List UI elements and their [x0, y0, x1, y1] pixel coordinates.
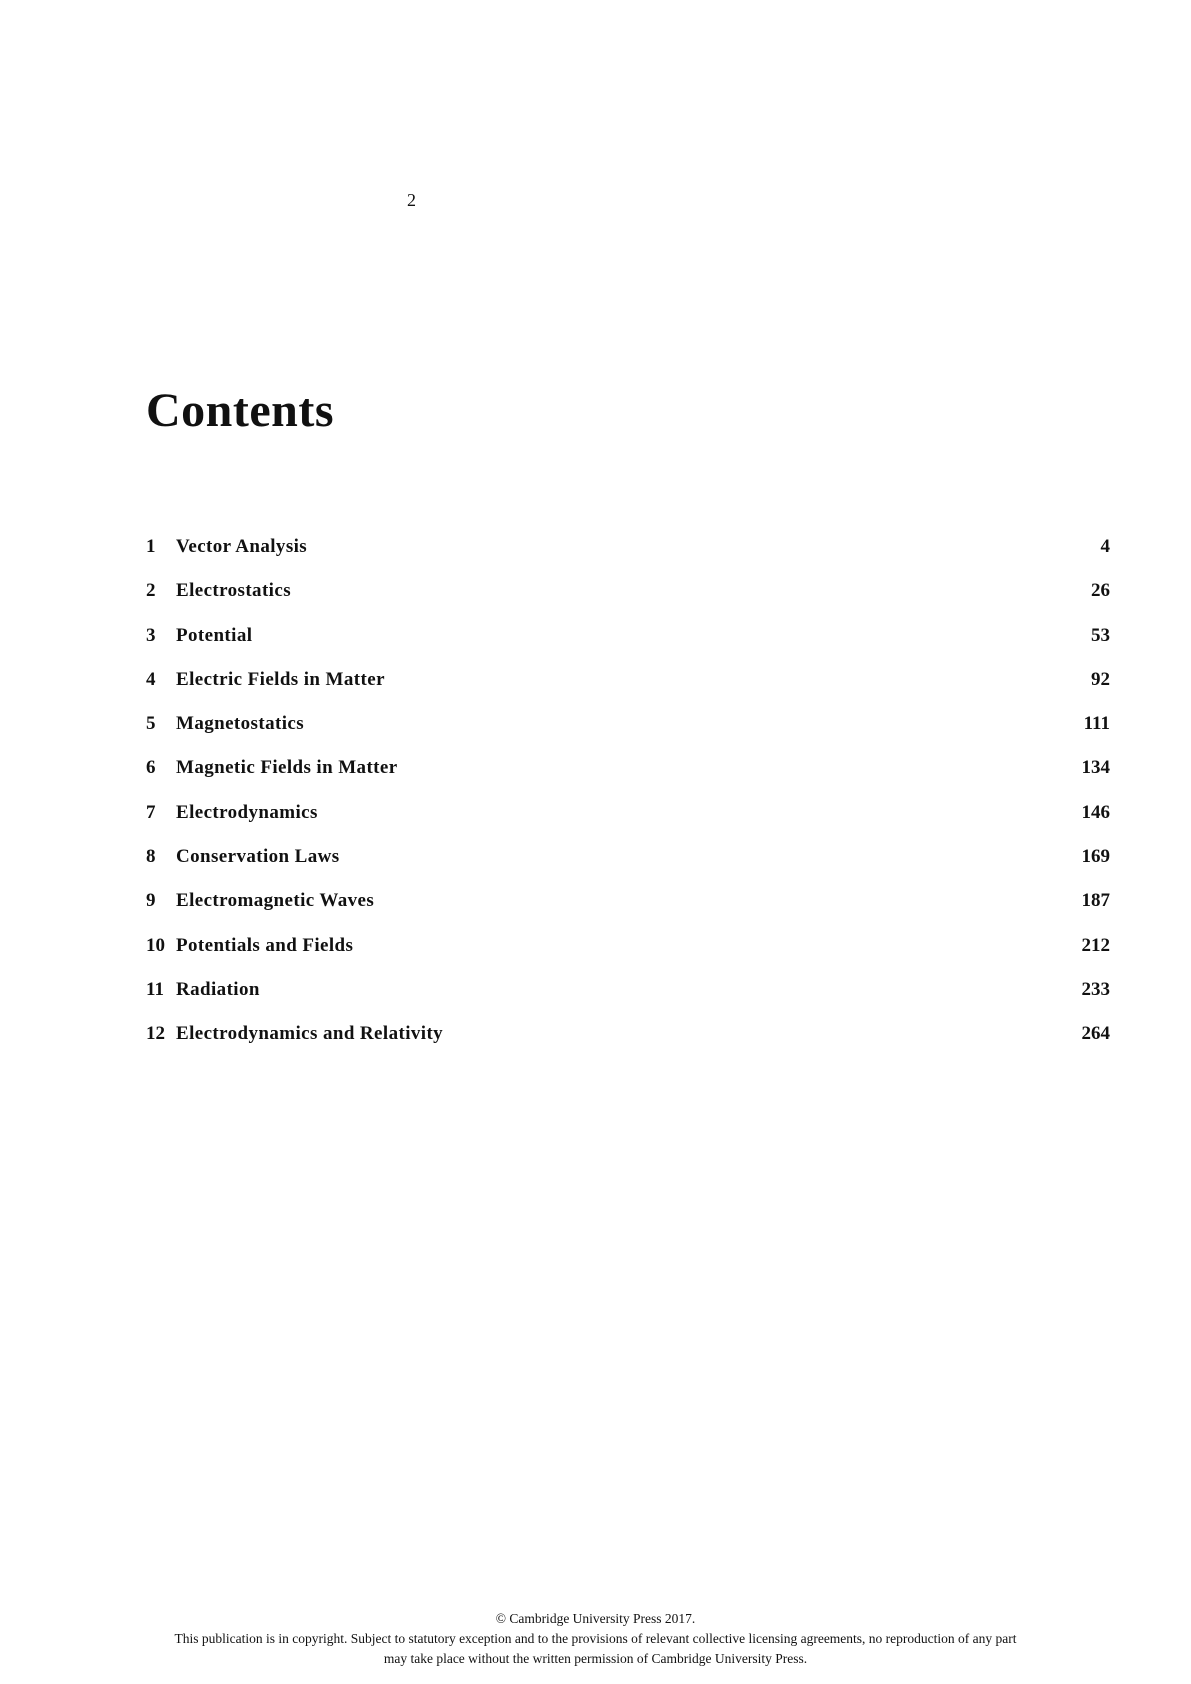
chapter-title: Magnetic Fields in Matter [176, 757, 398, 779]
chapter-number: 2 [146, 580, 156, 602]
chapter-page: 53 [1091, 624, 1110, 646]
chapter-title: Vector Analysis [176, 536, 308, 557]
chapter-number: 8 [146, 846, 156, 868]
chapter-page: 187 [1081, 890, 1110, 912]
toc-entry[interactable] [146, 713, 1110, 757]
chapter-title: Potential [176, 624, 253, 646]
copyright-line: © Cambridge University Press 2017. [495, 1611, 696, 1626]
chapter-title: Magnetostatics [176, 713, 305, 735]
chapter-number: 12 [146, 1023, 165, 1045]
chapter-number: 11 [146, 978, 164, 1000]
page-number: 2 [407, 190, 416, 210]
copyright-notice: This publication is in copyright. Subject to statutory exception and to the provisions of relevant collective licensing agreements, no reproduction of any part [174, 1631, 1017, 1646]
chapter-page: 146 [1081, 801, 1110, 823]
chapter-title: Electrodynamics and Relativity [176, 1023, 444, 1045]
chapter-title: Electric Fields in Matter [176, 668, 385, 690]
chapter-page: 92 [1091, 668, 1110, 690]
toc-entry[interactable] [146, 669, 1110, 713]
chapter-title: Conservation Laws [176, 846, 340, 868]
chapter-page: 233 [1081, 978, 1110, 1000]
chapter-number: 5 [146, 713, 156, 735]
chapter-title: Potentials and Fields [176, 934, 354, 956]
chapter-number: 4 [146, 668, 156, 690]
chapter-number: 3 [146, 624, 156, 646]
chapter-page: 264 [1081, 1023, 1110, 1045]
chapter-page: 169 [1081, 846, 1110, 868]
toc-entry[interactable] [146, 846, 1110, 890]
chapter-number: 10 [146, 934, 165, 956]
chapter-page: 111 [1083, 713, 1110, 735]
toc-entry[interactable] [146, 625, 1110, 669]
chapter-number: 9 [146, 890, 156, 912]
toc-entry[interactable] [146, 935, 1110, 979]
toc-entry[interactable] [146, 890, 1110, 934]
chapter-page: 26 [1091, 580, 1110, 602]
toc-entry[interactable] [146, 979, 1110, 1023]
contents-heading: Contents [146, 384, 335, 437]
chapter-number: 1 [146, 536, 156, 557]
chapter-page: 134 [1081, 757, 1110, 779]
chapter-title: Electrodynamics [176, 801, 318, 823]
toc-entry[interactable] [146, 802, 1110, 846]
copyright-footer [0, 1609, 1191, 1669]
chapter-title: Radiation [176, 978, 260, 1000]
toc-entry[interactable] [146, 757, 1110, 801]
chapter-title: Electrostatics [176, 580, 291, 602]
chapter-title: Electromagnetic Waves [176, 890, 375, 912]
copyright-notice-continued: may take place without the written permission of Cambridge University Press. [383, 1651, 808, 1666]
table-of-contents [146, 536, 1110, 1068]
toc-entry[interactable] [146, 1023, 1110, 1067]
chapter-number: 7 [146, 801, 156, 823]
chapter-page: 212 [1081, 934, 1110, 956]
chapter-page: 4 [1100, 536, 1110, 557]
toc-entry[interactable] [146, 580, 1110, 624]
toc-entry[interactable] [146, 536, 1110, 580]
chapter-number: 6 [146, 757, 156, 779]
